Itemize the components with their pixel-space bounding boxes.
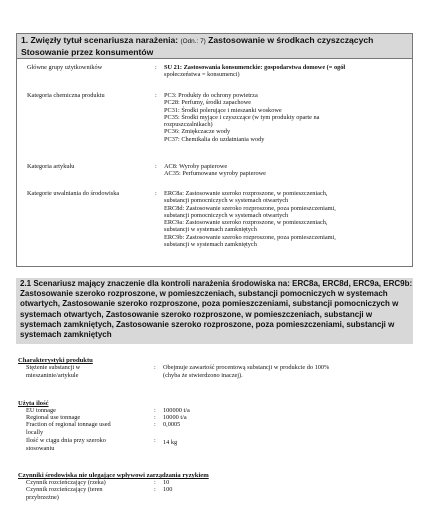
section21-title: 2.1 Scenariusz mający znaczenie dla kontroli narażenia środowiska na: ERC8a, ERC8d, ERC9a, ERC9b: Zastosowanie szeroko rozproszone, w pomieszczeniach, substancji pomocniczych w systemach otwartych, Zastosowanie szeroko rozproszone, poza pomieszczeniami, substancji pomocniczych w systemach otwartych, Zastosowanie szeroko rozproszone, w pomieszczeniach, substancji w systemach zamkniętych, Zastosowanie szeroko rozproszone, poza pomieszczeniami, substancji w systemach zamkniętych bbox=[20, 279, 413, 340]
section1-box bbox=[16, 33, 413, 267]
article-category-row: Kategoria artykułu : AC8: Wyroby papierowe AC35: Perfumowane wyroby papierowe bbox=[27, 163, 266, 178]
section1-title: 1. Zwięzły tytuł scenariusza narażenia: (Odn.: 7) Zastosowanie w środkach czyszczących Stosowanie przez konsumentów bbox=[21, 35, 374, 57]
user-groups-row: Główne grupy użytkowników : SU 21: Zastosowania konsumenckie: gospodarstwa domowe (= ogół społeczeństwa = konsumenci) bbox=[27, 64, 346, 79]
environment-factors: Czynniki środowiska nie ulegające wpływowi zarządzania ryzykiem Czynnik rozcieńczający (rzeka) : 10 Czynnik rozcieńczający (teren przybrzeżne) : 100 bbox=[18, 472, 209, 501]
section1-header bbox=[17, 34, 412, 59]
product-category-row: Kategoria chemiczna produktu : PC3: Produkty do ochrony powietrza PC28: Perfumy, środki zapachowe PC31: Środki polerujące i mieszanki woskowe PC35: Środki myjące i czyszczące (w tym produkty oparte na rozpuszczalnikach) PC36: Zmiękczacze wody PC37: Chemikalia do uzdatniania wody bbox=[27, 92, 320, 143]
section21-header bbox=[16, 278, 413, 344]
env-release-row: Kategorie uwalniania do środowiska : ERC8a: Zastosowanie szeroko rozproszone, w pomieszczeniach, substancji pomocniczych w systemach otwartych ERC8d: Zastosowanie szeroko rozproszone, poza pomieszczeniami, substancji pomocniczych w systemach otwartych ERC9a: Zastosowanie szeroko rozproszone, w pomieszczeniach, substancji w systemach zamkniętych ERC9b: Zastosowanie szeroko rozproszone, poza pomieszczeniami, substancji w systemach zamkniętych bbox=[27, 190, 336, 249]
amount-used: Użyta ilość EU tonnage : 100000 t/a Regional use tonnage : 10000 t/a Fraction of regional tonnage used locally : 0,0005 Ilość w ciągu dnia przy szeroko stosowaniu : 14 kg bbox=[18, 400, 190, 452]
product-characteristics: Charakterystyki produktu Stężenie substancji w mieszaninie/artykule : Obejmuje zawartość procentową substancji w produkcie do 100% (chyba że stwierdzono inaczej). bbox=[18, 357, 330, 379]
